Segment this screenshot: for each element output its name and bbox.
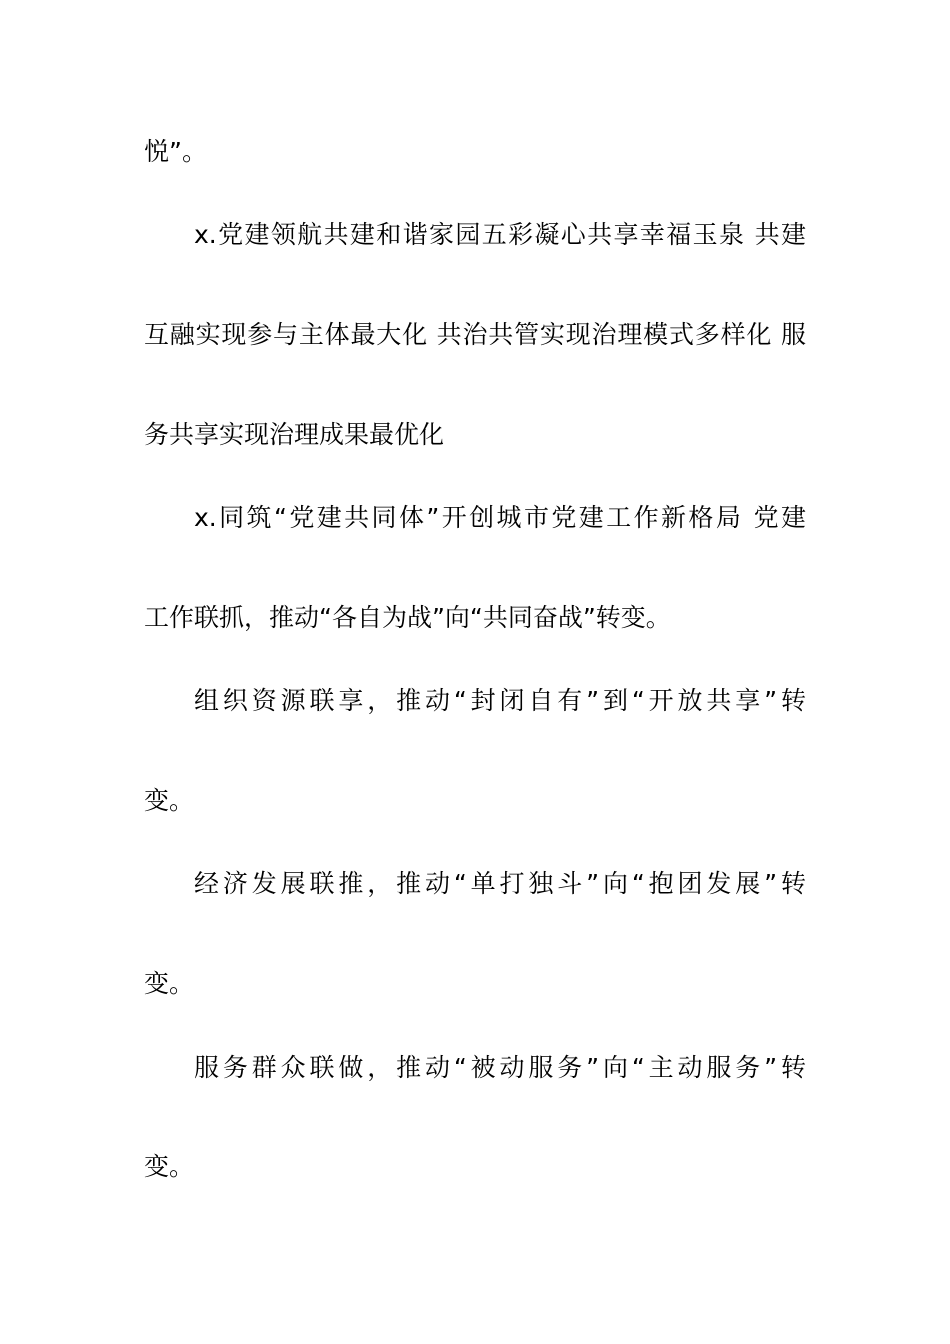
text-line-5: x.同筑“党建共同体”开创城市党建工作新格局 党建 bbox=[194, 503, 806, 532]
text-line-10: 变。 bbox=[144, 969, 195, 998]
text-line-2: x.党建领航共建和谐家园五彩凝心共享幸福玉泉 共建 bbox=[194, 220, 806, 249]
text-line-1: 悦”。 bbox=[144, 137, 207, 166]
text-line-7: 组织资源联享，推动“封闭自有”到“开放共享”转 bbox=[194, 686, 806, 715]
text-line-12: 变。 bbox=[144, 1152, 195, 1181]
text-line-8: 变。 bbox=[144, 786, 195, 815]
text-line-11: 服务群众联做，推动“被动服务”向“主动服务”转 bbox=[194, 1053, 806, 1082]
text-line-4: 务共享实现治理成果最优化 bbox=[144, 420, 445, 449]
text-line-3: 互融实现参与主体最大化 共治共管实现治理模式多样化 服 bbox=[144, 320, 806, 349]
text-line-9: 经济发展联推，推动“单打独斗”向“抱团发展”转 bbox=[194, 869, 806, 898]
text-line-6: 工作联抓，推动“各自为战”向“共同奋战”转变。 bbox=[144, 603, 671, 632]
